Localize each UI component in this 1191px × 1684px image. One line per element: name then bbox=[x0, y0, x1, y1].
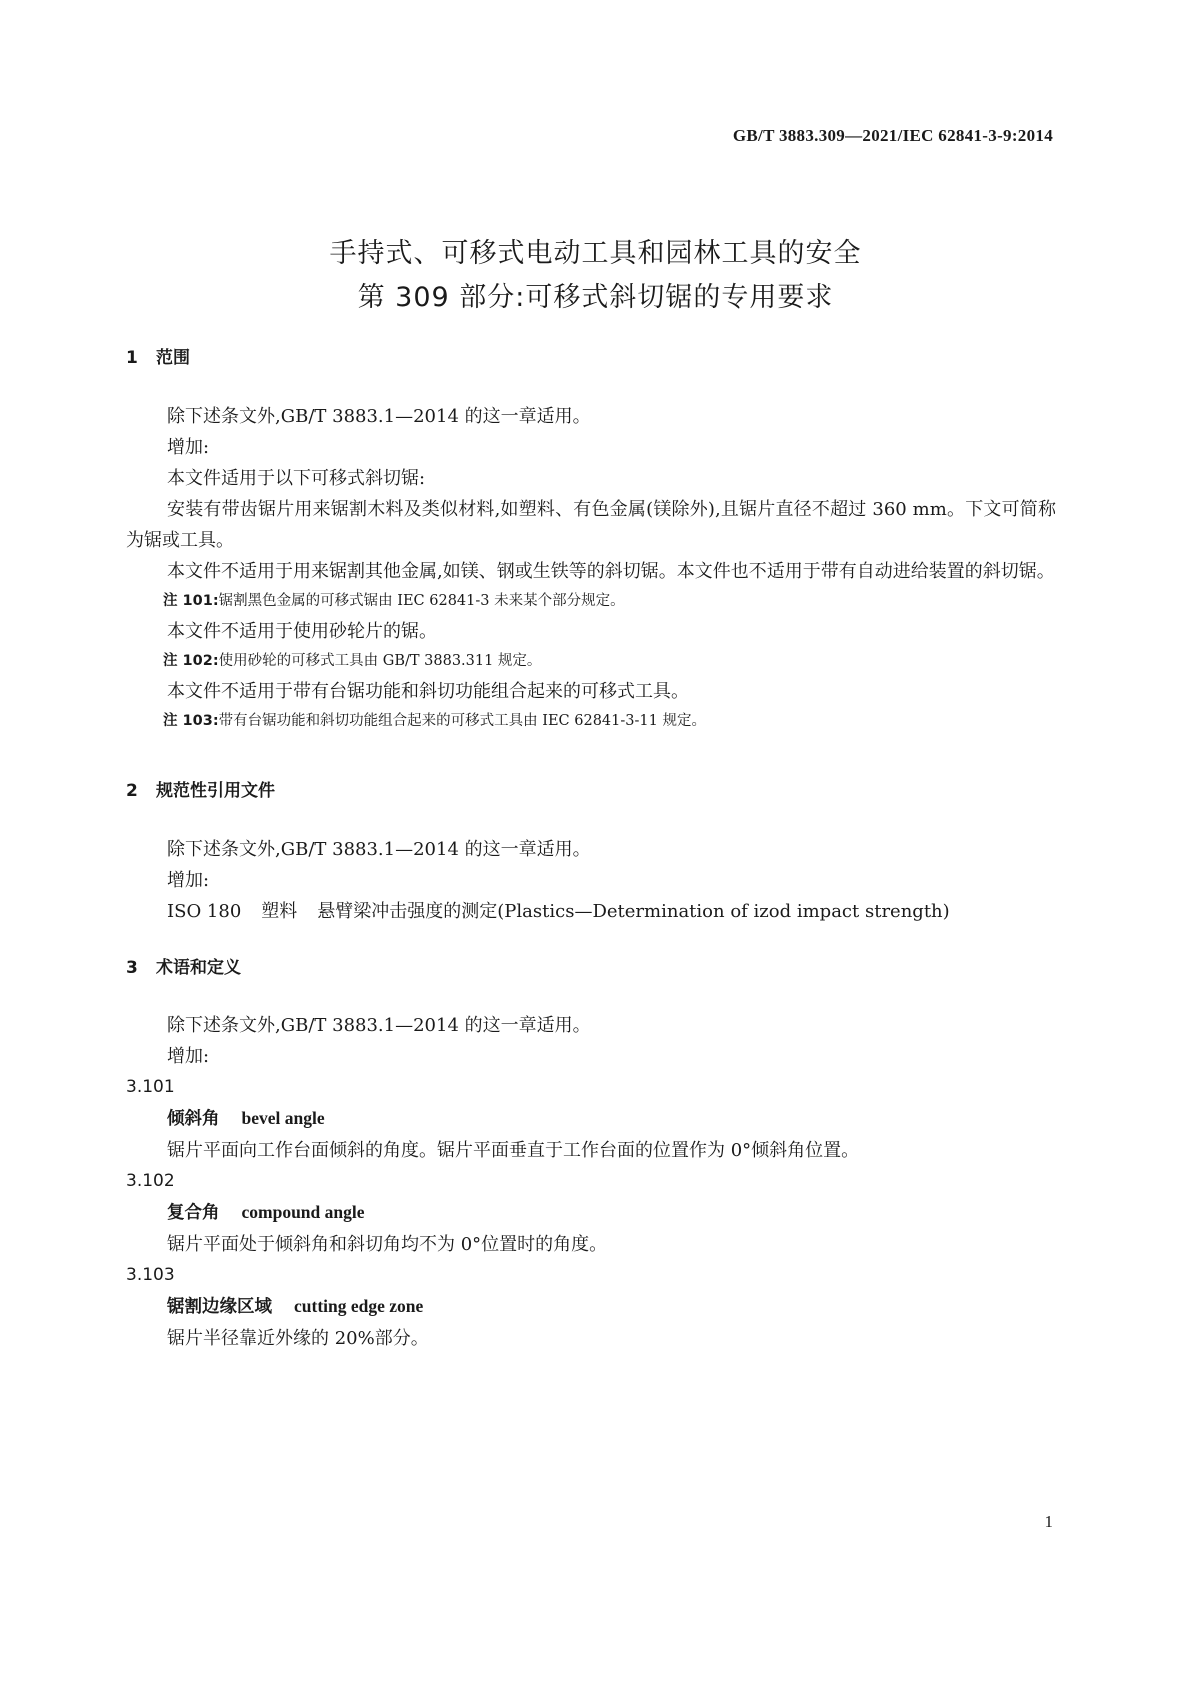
term-definition: 锯片平面处于倾斜角和斜切角均不为 0°位置时的角度。 bbox=[167, 1234, 608, 1255]
term-name-en: bevel angle bbox=[241, 1108, 325, 1128]
paragraph: 增加: bbox=[167, 437, 210, 458]
term-number: 3.103 bbox=[126, 1265, 175, 1285]
paragraph: 本文件适用于以下可移式斜切锯: bbox=[167, 468, 426, 489]
note bbox=[126, 707, 1056, 736]
standard-code: GB/T 3883.309—2021/IEC 62841-3-9:2014 bbox=[732, 126, 1053, 145]
paragraph: 增加: bbox=[167, 1046, 210, 1067]
page-number: 1 bbox=[1044, 1512, 1053, 1531]
reference-entry bbox=[126, 896, 1056, 927]
term-number: 3.102 bbox=[126, 1171, 175, 1191]
section-normative-references bbox=[126, 778, 1056, 804]
section-heading bbox=[126, 345, 1056, 371]
section-title: 范围 bbox=[156, 348, 190, 368]
note-label: 注 101: bbox=[163, 593, 219, 609]
section-heading bbox=[126, 955, 1056, 981]
paragraph: 除下述条文外,GB/T 3883.1—2014 的这一章适用。 bbox=[167, 406, 591, 427]
paragraph: 除下述条文外,GB/T 3883.1—2014 的这一章适用。 bbox=[167, 1015, 591, 1036]
term-name-zh: 复合角 bbox=[167, 1203, 220, 1223]
document-title bbox=[0, 232, 1191, 320]
term-number: 3.101 bbox=[126, 1077, 175, 1097]
reference-title-a: 塑料 bbox=[261, 901, 298, 922]
term-name-zh: 倾斜角 bbox=[167, 1109, 220, 1129]
term-definition: 锯片半径靠近外缘的 20%部分。 bbox=[167, 1328, 429, 1349]
term-name-en: compound angle bbox=[241, 1202, 365, 1222]
paragraph: 安装有带齿锯片用来锯割木料及类似材料,如塑料、有色金属(镁除外),且锯片直径不超过 360 mm。下文可简称为锯或工具。 bbox=[126, 499, 1056, 551]
note bbox=[126, 587, 1056, 616]
note-text: 使用砂轮的可移式工具由 GB/T 3883.311 规定。 bbox=[218, 653, 542, 669]
term-name-en: cutting edge zone bbox=[294, 1296, 424, 1316]
term-name bbox=[126, 1291, 1056, 1323]
section-heading bbox=[126, 778, 1056, 804]
paragraph: 本文件不适用于用来锯割其他金属,如镁、钢或生铁等的斜切锯。本文件也不适用于带有自动进给装置的斜切锯。 bbox=[167, 561, 1055, 582]
section-normative-references-body bbox=[126, 834, 1056, 927]
title-line-2: 第 309 部分:可移式斜切锯的专用要求 bbox=[357, 282, 834, 313]
paragraph: 除下述条文外,GB/T 3883.1—2014 的这一章适用。 bbox=[167, 839, 591, 860]
paragraph: 本文件不适用于带有台锯功能和斜切功能组合起来的可移式工具。 bbox=[167, 681, 689, 702]
note-label: 注 102: bbox=[163, 653, 219, 669]
note-text: 带有台锯功能和斜切功能组合起来的可移式工具由 IEC 62841-3-11 规定。 bbox=[218, 713, 706, 729]
section-number: 2 bbox=[126, 781, 138, 801]
paragraph: 本文件不适用于使用砂轮片的锯。 bbox=[167, 621, 437, 642]
reference-title-b: 悬臂梁冲击强度的测定(Plastics—Determination of izod impact strength) bbox=[317, 901, 950, 922]
title-line-1: 手持式、可移式电动工具和园林工具的安全 bbox=[329, 238, 862, 269]
term-name-zh: 锯割边缘区域 bbox=[167, 1297, 272, 1317]
reference-code: ISO 180 bbox=[167, 901, 242, 922]
section-number: 1 bbox=[126, 348, 138, 368]
section-scope bbox=[126, 345, 1056, 371]
paragraph: 增加: bbox=[167, 870, 210, 891]
note-label: 注 103: bbox=[163, 713, 219, 729]
section-terms-definitions bbox=[126, 955, 1056, 981]
term-name bbox=[126, 1103, 1056, 1135]
note bbox=[126, 647, 1056, 676]
section-terms-definitions-body bbox=[126, 1010, 1056, 1354]
term-definition: 锯片平面向工作台面倾斜的角度。锯片平面垂直于工作台面的位置作为 0°倾斜角位置。 bbox=[167, 1140, 860, 1161]
section-title: 术语和定义 bbox=[156, 958, 241, 978]
section-scope-body bbox=[126, 401, 1056, 736]
term-name bbox=[126, 1197, 1056, 1229]
section-title: 规范性引用文件 bbox=[156, 781, 275, 801]
note-text: 锯割黑色金属的可移式锯由 IEC 62841-3 未来某个部分规定。 bbox=[218, 593, 625, 609]
section-number: 3 bbox=[126, 958, 138, 978]
